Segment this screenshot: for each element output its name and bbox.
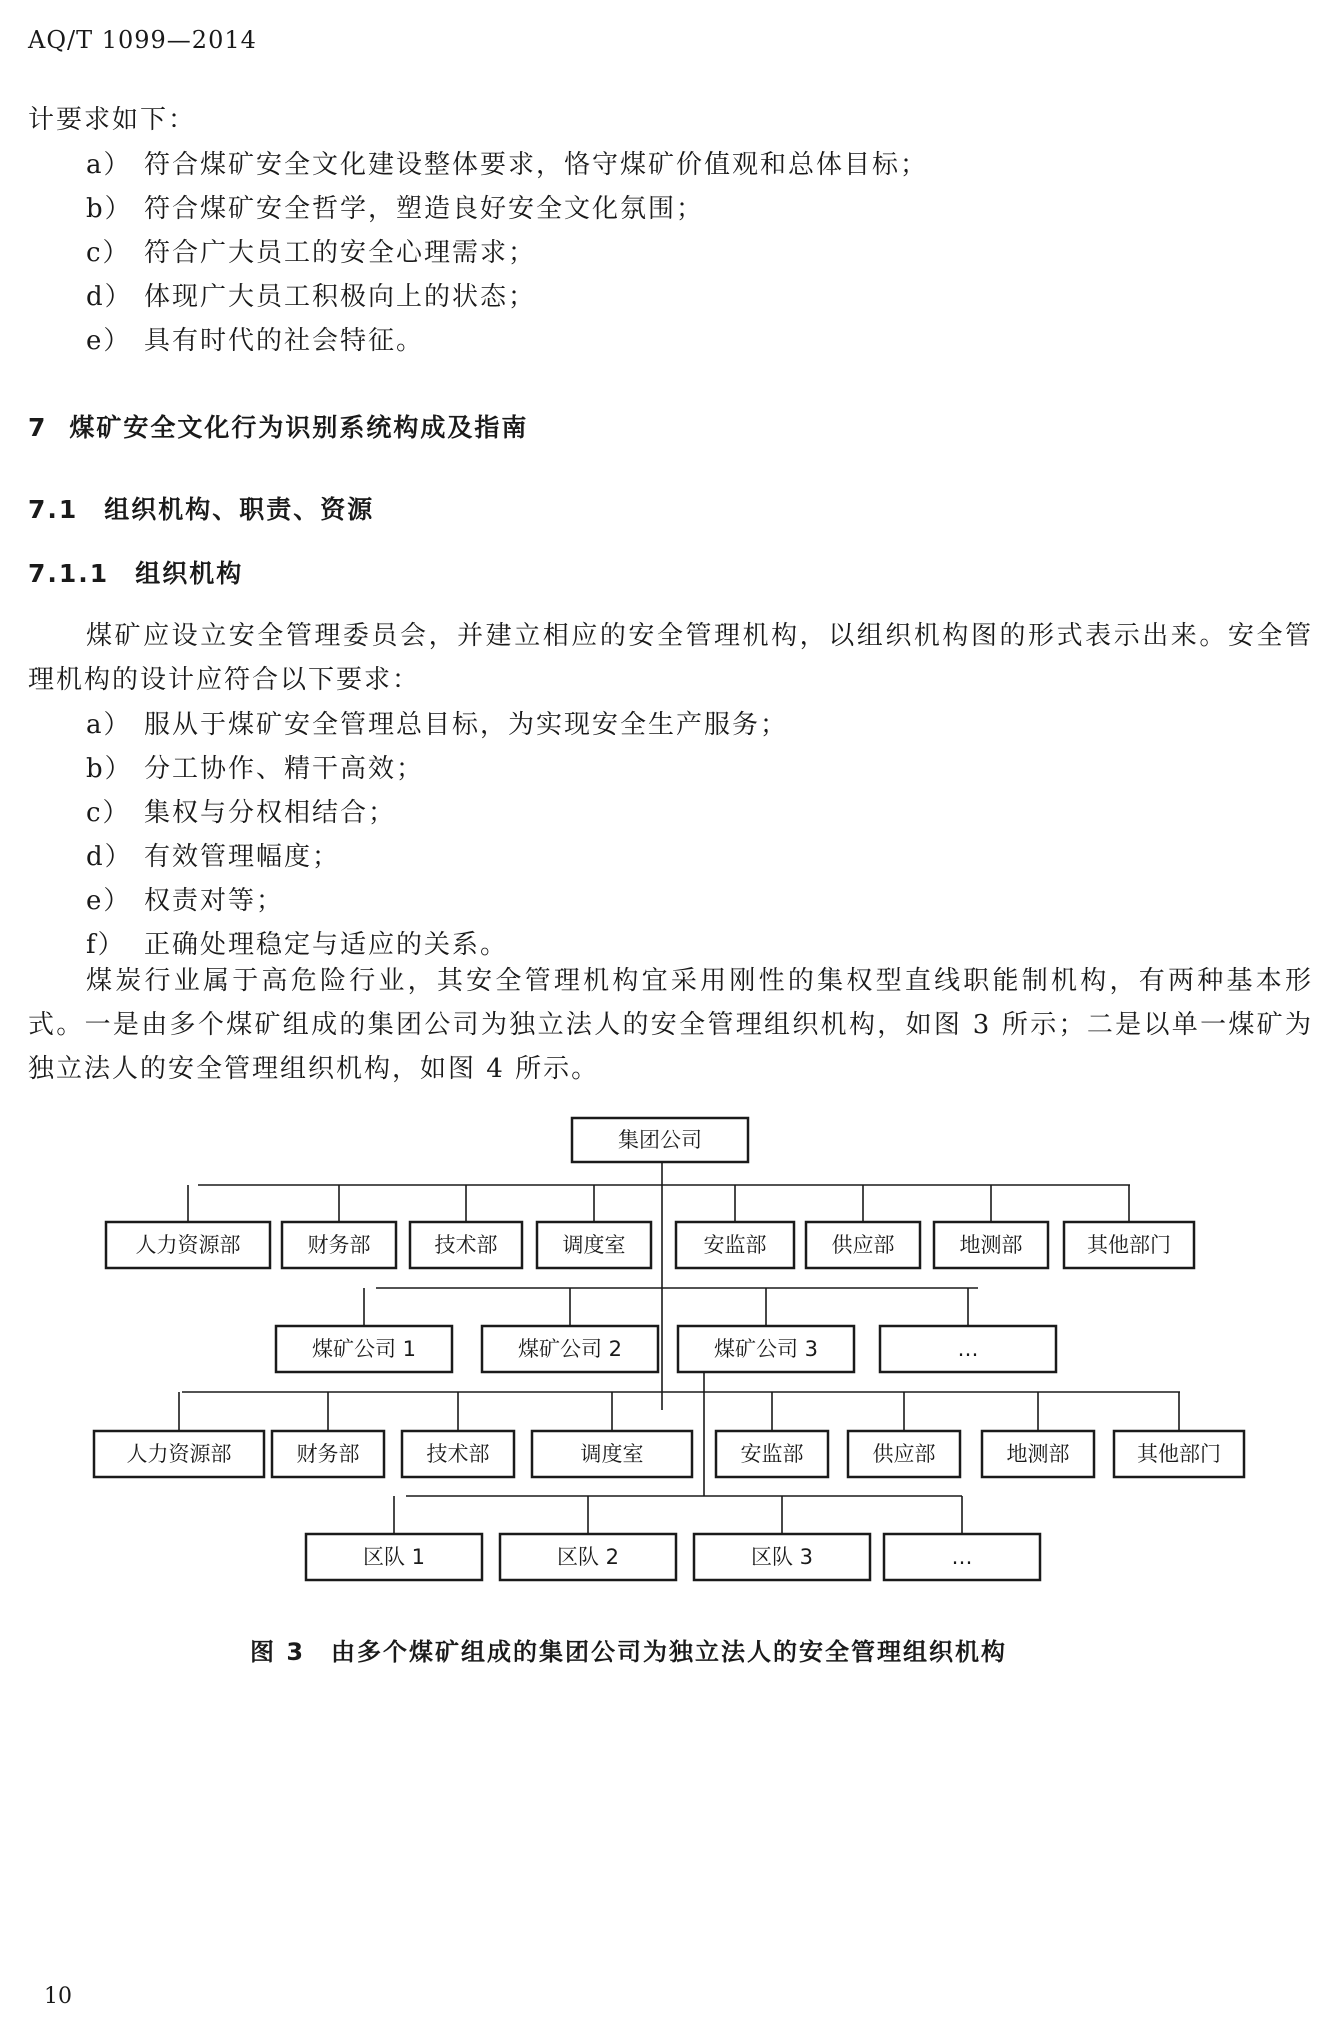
list-text: 服从于煤矿安全管理总目标，为实现安全生产服务； (144, 710, 789, 740)
box-label: 地测部 (959, 1233, 1023, 1257)
group-department-box (537, 1222, 651, 1268)
section-title: 组织机构、职责、资源 (104, 495, 375, 524)
box-label: 煤矿公司 1 (311, 1337, 417, 1361)
box-label: … (951, 1545, 973, 1569)
company-department-box (716, 1431, 828, 1477)
box-label: 供应部 (872, 1442, 936, 1466)
standard-code-header: AQ/T 1099—2014 (28, 26, 257, 54)
list-marker: e） (86, 326, 132, 356)
group-department-box (806, 1222, 920, 1268)
list-marker: e） (86, 886, 132, 916)
box-label: 供应部 (831, 1233, 895, 1257)
box-label: 其他部门 (1087, 1233, 1171, 1257)
intro-text: 计要求如下： (28, 105, 197, 135)
group-department-box (676, 1222, 794, 1268)
list-marker: a） (86, 710, 132, 740)
box-label: 技术部 (434, 1233, 498, 1257)
company-department-box (848, 1431, 960, 1477)
group-department-box (282, 1222, 396, 1268)
box-label: 财务部 (307, 1233, 371, 1257)
list-marker: b） (86, 194, 133, 224)
figure-caption: 图 3 由多个煤矿组成的集团公司为独立法人的安全管理组织机构 (250, 1638, 1008, 1666)
list-marker: c） (86, 238, 131, 268)
section-number: 7.1.1 (28, 559, 110, 588)
page-number: 10 (44, 1984, 72, 2009)
group-department-box (106, 1222, 270, 1268)
company-box (678, 1326, 854, 1372)
list-text: 分工协作、精干高效； (144, 754, 425, 784)
paragraph-2: 煤炭行业属于高危险行业，其安全管理机构宜采用刚性的集权型直线职能制机构，有两种基本形式。一是由多个煤矿组成的集团公司为独立法人的安全管理组织机构，如图 3 所示；二是以单一煤矿为独立法人的安全管理组织机构，如图 4 所示。 (28, 966, 1313, 1084)
company-box (482, 1326, 658, 1372)
company-department-box (1114, 1431, 1244, 1477)
box-label: 技术部 (426, 1442, 490, 1466)
box-label: 调度室 (562, 1233, 626, 1257)
box-label: 人力资源部 (126, 1442, 232, 1466)
list-text: 有效管理幅度； (144, 842, 341, 872)
list-marker: a） (86, 150, 132, 180)
box-label: 安监部 (740, 1442, 804, 1466)
section-title: 煤矿安全文化行为识别系统构成及指南 (69, 413, 529, 442)
company-department-box (94, 1431, 264, 1477)
section-title: 组织机构 (135, 559, 244, 588)
company-box (276, 1326, 452, 1372)
paragraph-1: 煤矿应设立安全管理委员会，并建立相应的安全管理机构，以组织机构图的形式表示出来。安全管理机构的设计应符合以下要求： (28, 621, 1313, 695)
list-text: 具有时代的社会特征。 (144, 326, 425, 356)
box-label: 安监部 (703, 1233, 767, 1257)
list-marker: d） (86, 842, 133, 872)
group-department-box (1064, 1222, 1194, 1268)
box-label: 其他部门 (1137, 1442, 1221, 1466)
box-label: 煤矿公司 2 (517, 1337, 623, 1361)
company-department-box (272, 1431, 384, 1477)
section-number: 7.1 (28, 495, 79, 524)
team-box (306, 1534, 482, 1580)
team-box (884, 1534, 1040, 1580)
group-department-box (934, 1222, 1048, 1268)
list-marker: c） (86, 798, 131, 828)
list-marker: f） (86, 930, 126, 960)
list-text: 符合煤矿安全哲学，塑造良好安全文化氛围； (144, 194, 705, 224)
list-text: 体现广大员工积极向上的状态； (144, 282, 537, 312)
box-label: 财务部 (296, 1442, 360, 1466)
list-marker: b） (86, 754, 133, 784)
box-label: 地测部 (1006, 1442, 1070, 1466)
group-department-box (410, 1222, 522, 1268)
company-department-box (982, 1431, 1094, 1477)
list-text: 符合广大员工的安全心理需求； (144, 238, 537, 268)
section-number: 7 (28, 413, 48, 442)
box-label: 人力资源部 (135, 1233, 241, 1257)
box-label: … (957, 1337, 979, 1361)
team-box (500, 1534, 676, 1580)
box-label: 区队 1 (362, 1545, 426, 1569)
box-label: 煤矿公司 3 (713, 1337, 819, 1361)
company-department-box (532, 1431, 692, 1477)
company-department-box (402, 1431, 514, 1477)
team-box (694, 1534, 870, 1580)
list-text: 权责对等； (144, 886, 285, 916)
org-root-box (572, 1118, 748, 1162)
list-text: 符合煤矿安全文化建设整体要求，恪守煤矿价值观和总体目标； (144, 150, 929, 180)
box-label: 区队 3 (750, 1545, 814, 1569)
list-text: 集权与分权相结合； (144, 798, 397, 828)
list-marker: d） (86, 282, 133, 312)
box-label: 区队 2 (556, 1545, 620, 1569)
box-label: 调度室 (580, 1442, 644, 1466)
list-text: 正确处理稳定与适应的关系。 (144, 930, 509, 960)
box-label: 集团公司 (618, 1128, 702, 1152)
company-box (880, 1326, 1056, 1372)
